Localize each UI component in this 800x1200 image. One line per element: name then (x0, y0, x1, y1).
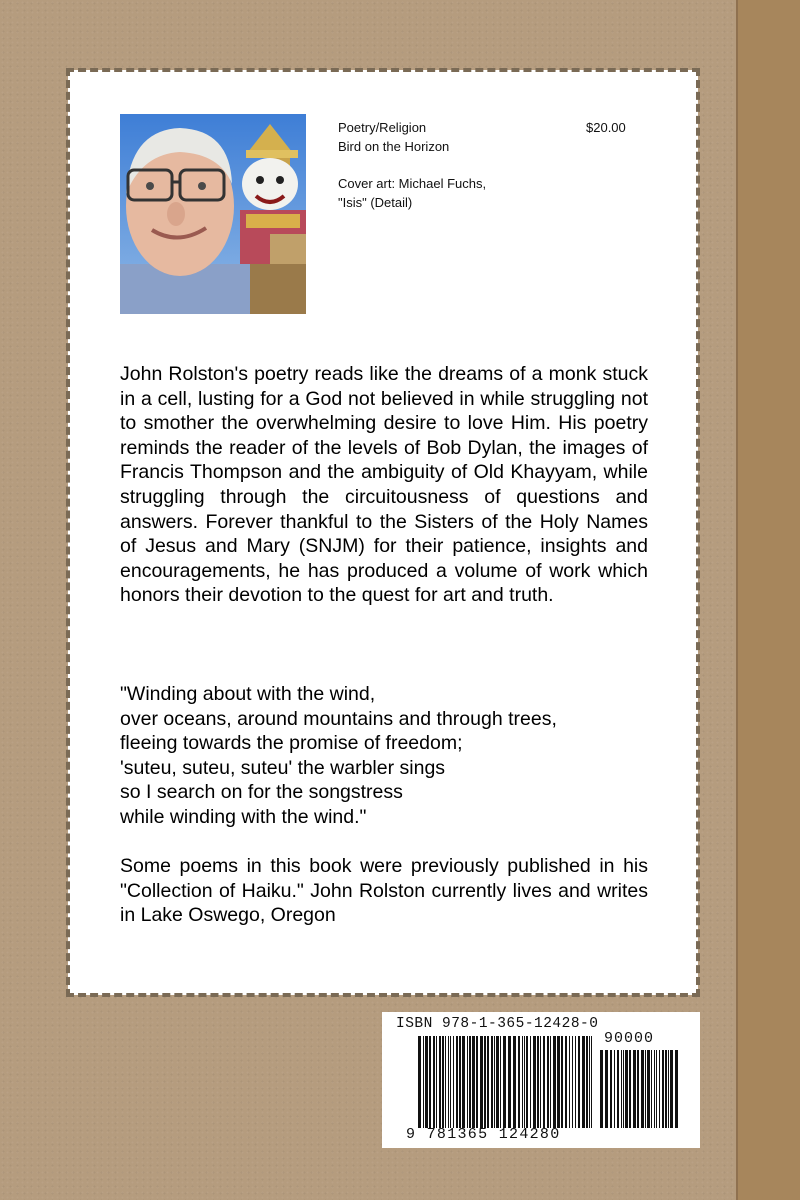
poem-line: 'suteu, suteu, suteu' the warbler sings (120, 756, 446, 779)
barcode-bar (651, 1050, 652, 1128)
price-label: $20.00 (586, 120, 626, 135)
barcode-bar (418, 1036, 421, 1128)
book-spine (736, 0, 800, 1200)
barcode-bar (459, 1036, 461, 1128)
barcode-bar (670, 1050, 673, 1128)
barcode-bar (610, 1050, 612, 1128)
author-photo (120, 114, 306, 314)
cover-art-detail: "Isis" (Detail) (338, 195, 413, 210)
barcode-bar (537, 1036, 539, 1128)
barcode-bar (524, 1036, 525, 1128)
barcode-bar (561, 1036, 563, 1128)
barcode-bar (641, 1050, 644, 1128)
poem-line: so I search on for the songstress (120, 781, 403, 804)
poem-line: fleeing towards the promise of freedom; (120, 732, 463, 755)
barcode-bar (557, 1036, 560, 1128)
barcode-bar (637, 1050, 639, 1128)
addon-barcode-bars (600, 1050, 680, 1128)
back-cover-panel (68, 70, 698, 995)
price-code: 90000 (604, 1030, 655, 1047)
barcode-bar (476, 1036, 478, 1128)
barcode-bar (500, 1036, 501, 1128)
ean-barcode-bars (418, 1036, 594, 1128)
poem-line: while winding with the wind." (120, 805, 367, 828)
barcode-bar (467, 1036, 468, 1128)
isbn-barcode (382, 1012, 700, 1148)
barcode-bar (503, 1036, 506, 1128)
barcode-bar (605, 1050, 608, 1128)
barcode-bar (662, 1050, 664, 1128)
barcode-bar (586, 1036, 588, 1128)
barcode-bar (645, 1050, 646, 1128)
barcode-bar (547, 1036, 549, 1128)
barcode-bar (553, 1036, 556, 1128)
barcode-bar (494, 1036, 495, 1128)
barcode-bar (496, 1036, 499, 1128)
book-metadata (338, 118, 638, 212)
barcode-bar (575, 1036, 576, 1128)
ean-digits: 9 781365 124280 (406, 1126, 561, 1143)
barcode-bar (633, 1050, 636, 1128)
barcode-bar (518, 1036, 520, 1128)
barcode-bar (439, 1036, 441, 1128)
isbn-number: ISBN 978-1-365-12428-0 (396, 1016, 599, 1032)
cover-art-credit: Cover art: Michael Fuchs, (338, 176, 487, 191)
barcode-bar (614, 1050, 615, 1128)
barcode-bar (578, 1036, 580, 1128)
barcode-bar (433, 1036, 435, 1128)
barcode-bar (621, 1050, 622, 1128)
publication-note: Some poems in this book were previously published in his "Collection of Haiku." John Rolston currently lives and writes in Lake Oswego, Oregon (120, 855, 648, 927)
book-title: Bird on the Horizon (338, 139, 450, 154)
barcode-bar (654, 1050, 655, 1128)
barcode-bar (448, 1036, 449, 1128)
barcode-bar (572, 1036, 573, 1128)
barcode-bar (617, 1050, 619, 1128)
poem-line: "Winding about with the wind, (120, 683, 376, 705)
barcode-bar (540, 1036, 541, 1128)
barcode-bar (543, 1036, 545, 1128)
poem-excerpt (120, 682, 648, 830)
barcode-bar (526, 1036, 528, 1128)
barcode-bar (487, 1036, 489, 1128)
category-label: Poetry/Religion (338, 120, 427, 135)
barcode-bar (429, 1036, 431, 1128)
barcode-bar (647, 1050, 650, 1128)
barcode-bar (591, 1036, 592, 1128)
barcode-bar (629, 1050, 631, 1128)
barcode-bar (625, 1050, 628, 1128)
barcode-bar (462, 1036, 465, 1128)
author-blurb: John Rolston's poetry reads like the dreams of a monk stuck in a cell, lusting for a God not believed in while struggling not to smother the overwhelming desire to love Him. His poetry reminds the reader of the levels of Bob Dylan, the images of Francis Thompson and the ambiguity of Old Khayyam, while struggling through the circuitousness of questions and answers. Forever thankful to the Sisters of the Holy Names of Jesus and Mary (SNJM) for their patience, insights and encouragements, he has produced a volume of work which honors their devotion to the quest for art and truth. (120, 363, 648, 607)
barcode-bar (508, 1036, 511, 1128)
barcode-bar (582, 1036, 585, 1128)
barcode-bar (656, 1050, 657, 1128)
barcode-bar (450, 1036, 451, 1128)
barcode-bar (456, 1036, 458, 1128)
barcode-bar (533, 1036, 536, 1128)
barcode-bar (491, 1036, 493, 1128)
barcode-bar (569, 1036, 570, 1128)
barcode-bar (600, 1050, 603, 1128)
barcode-bar (675, 1050, 678, 1128)
barcode-bar (668, 1050, 669, 1128)
barcode-bar (565, 1036, 567, 1128)
barcode-bar (589, 1036, 590, 1128)
barcode-bar (436, 1036, 437, 1128)
poem-line: over oceans, around mountains and through trees, (120, 707, 557, 730)
barcode-bar (530, 1036, 531, 1128)
barcode-bar (550, 1036, 551, 1128)
barcode-bar (623, 1050, 624, 1128)
barcode-bar (659, 1050, 660, 1128)
barcode-bar (665, 1050, 667, 1128)
barcode-bar (453, 1036, 454, 1128)
barcode-bar (513, 1036, 516, 1128)
author-photo-image (120, 114, 306, 314)
barcode-bar (425, 1036, 428, 1128)
barcode-bar (472, 1036, 475, 1128)
barcode-bar (469, 1036, 471, 1128)
barcode-bar (522, 1036, 523, 1128)
barcode-bar (484, 1036, 486, 1128)
barcode-bar (445, 1036, 446, 1128)
barcode-bar (442, 1036, 444, 1128)
barcode-bar (423, 1036, 424, 1128)
barcode-bar (480, 1036, 483, 1128)
